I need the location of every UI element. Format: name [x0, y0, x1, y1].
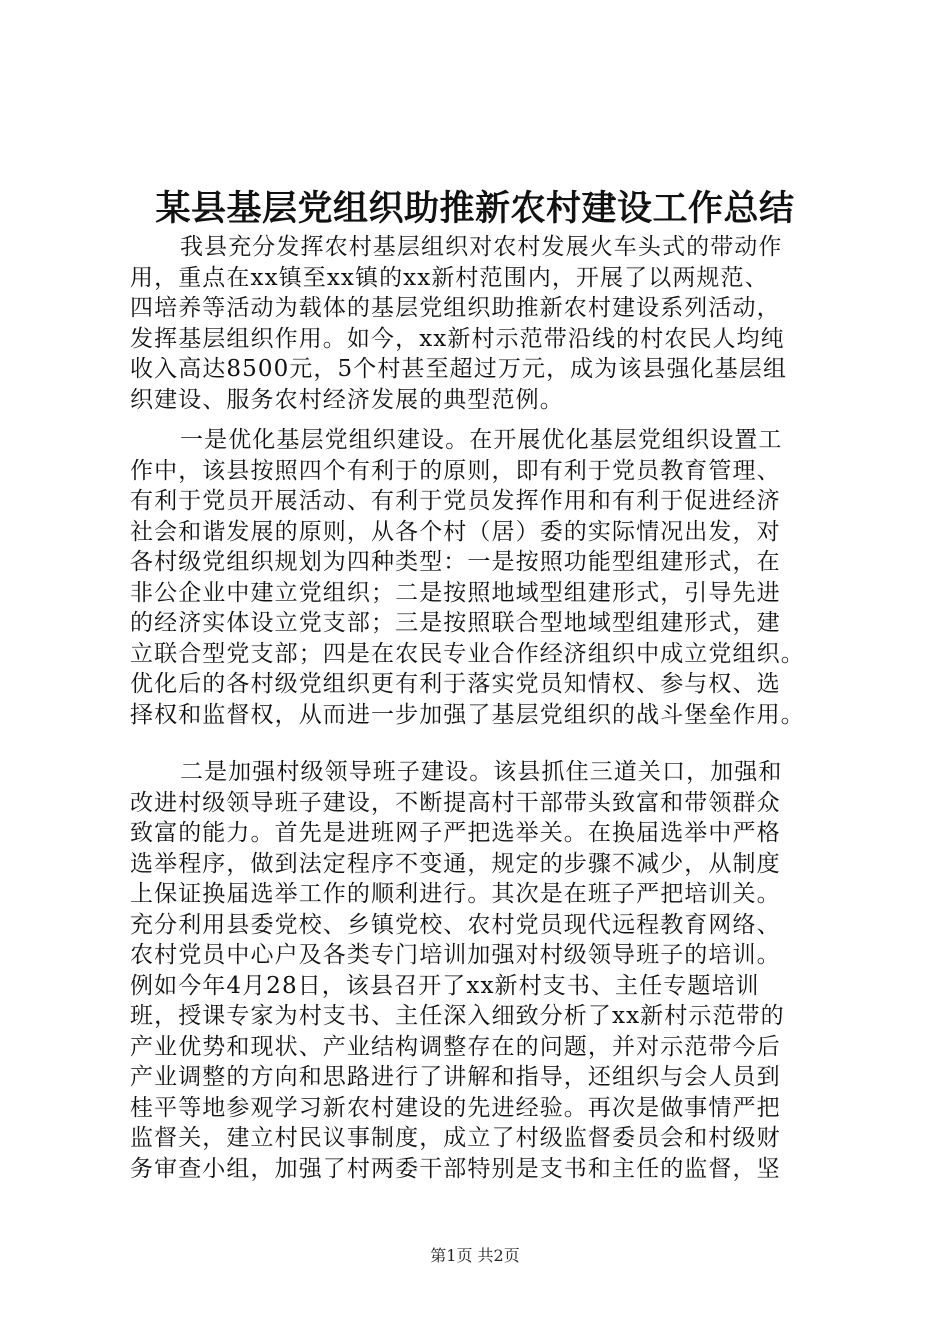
text-line: 收入高达8500元，5个村甚至超过万元，成为该县强化基层组	[130, 356, 788, 382]
text-line: 社会和谐发展的原则，从各个村（居）委的实际情况出发，对	[130, 518, 781, 545]
text-line: 农村党员中心户及各类专门培训加强对村级领导班子的培训。	[130, 942, 781, 968]
text-line: 选举程序，做到法定程序不变通，规定的步骤不减少，从制度	[130, 850, 781, 877]
text-line: 改进村级领导班子建设，不断提高村干部带头致富和带领群众	[130, 789, 781, 816]
paragraph-party-organization	[130, 425, 830, 730]
text-line: 二是加强村级领导班子建设。该县抓住三道关口，加强和	[180, 759, 783, 785]
text-line: 班，授课专家为村支书、主任深入细致分析了xx新村示范带的	[130, 1003, 785, 1029]
paragraph-intro	[130, 232, 830, 415]
text-line: 桂平等地参观学习新农村建设的先进经验。再次是做事情严把	[130, 1094, 781, 1121]
page-footer: 第1页 共2页	[430, 1246, 520, 1265]
paragraph-leadership	[130, 757, 830, 1184]
text-line: 各村级党组织规划为四种类型：一是按照功能型组建形式，在	[130, 549, 781, 575]
text-line: 四培养等活动为载体的基层党组织助推新农村建设系列活动，	[130, 295, 781, 321]
text-line: 非公企业中建立党组织；二是按照地域型组建形式，引导先进	[130, 579, 781, 606]
text-line: 的经济实体设立党支部；三是按照联合型地域型组建形式，建	[130, 610, 781, 636]
text-line: 有利于党员开展活动、有利于党员发挥作用和有利于促进经济	[130, 488, 781, 514]
text-line: 立联合型党支部；四是在农民专业合作经济组织中成立党组织。	[130, 640, 805, 667]
text-line: 用，重点在xx镇至xx镇的xx新村范围内，开展了以两规范、	[130, 264, 769, 291]
text-line: 上保证换届选举工作的顺利进行。其次是在班子严把培训关。	[130, 881, 781, 907]
text-line: 优化后的各村级党组织更有利于落实党员知情权、参与权、选	[130, 671, 781, 697]
text-line: 织建设、服务农村经济发展的典型范例。	[130, 386, 564, 413]
text-line: 我县充分发挥农村基层组织对农村发展火车头式的带动作	[180, 234, 783, 260]
text-line: 务审查小组，加强了村两委干部特别是支书和主任的监督，坚	[130, 1155, 781, 1182]
text-line: 致富的能力。首先是进班网子严把选举关。在换届选举中严格	[130, 820, 781, 846]
text-line: 一是优化基层党组织建设。在开展优化基层党组织设置工	[180, 427, 783, 453]
text-line: 充分利用县委党校、乡镇党校、农村党员现代远程教育网络、	[130, 911, 781, 938]
text-line: 监督关，建立村民议事制度，成立了村级监督委员会和村级财	[130, 1125, 781, 1151]
document-title: 某县基层党组织助推新农村建设工作总结	[155, 188, 795, 229]
text-line: 产业优势和现状、产业结构调整存在的问题，并对示范带今后	[130, 1033, 781, 1060]
text-line: 择权和监督权，从而进一步加强了基层党组织的战斗堡垒作用。	[130, 701, 805, 728]
text-line: 例如今年4月28日，该县召开了xx新村支书、主任专题培训	[130, 972, 760, 999]
text-line: 发挥基层组织作用。如今，xx新村示范带沿线的村农民人均纯	[130, 325, 785, 352]
text-line: 产业调整的方向和思路进行了讲解和指导，还组织与会人员到	[130, 1064, 781, 1090]
text-line: 作中，该县按照四个有利于的原则，即有利于党员教育管理、	[130, 457, 781, 484]
